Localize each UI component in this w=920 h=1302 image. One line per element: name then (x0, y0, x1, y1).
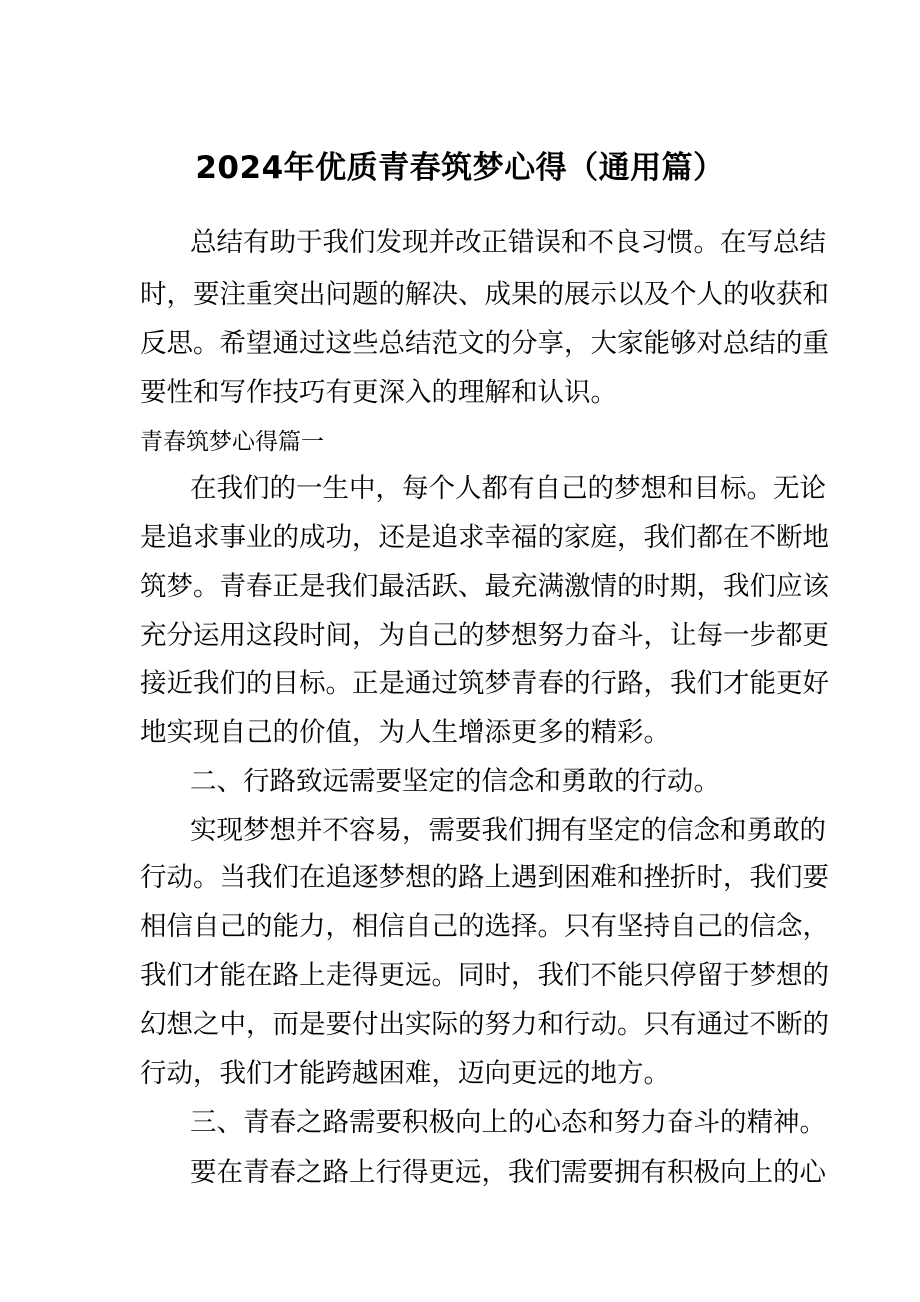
subsection-heading: 三、青春之路需要积极向上的心态和努力奋斗的精神。 (190, 1107, 826, 1138)
paragraph-line: 我们才能在路上走得更远。同时，我们不能只停留于梦想的 (140, 960, 829, 991)
paragraph-line: 接近我们的目标。正是通过筑梦青春的行路，我们才能更好 (140, 668, 829, 699)
paragraph-line: 地实现自己的价值，为人生增添更多的精彩。 (140, 717, 670, 748)
paragraph-line: 实现梦想并不容易，需要我们拥有坚定的信念和勇敢的 (190, 815, 826, 846)
paragraph-line: 在我们的一生中，每个人都有自己的梦想和目标。无论 (190, 473, 826, 504)
paragraph-line: 总结有助于我们发现并改正错误和不良习惯。在写总结 (190, 227, 826, 258)
paragraph-line: 要在青春之路上行得更远，我们需要拥有积极向上的心 (190, 1157, 826, 1188)
paragraph-line: 充分运用这段时间，为自己的梦想努力奋斗，让每一步都更 (140, 620, 829, 651)
paragraph-line: 行动。当我们在追逐梦想的路上遇到困难和挫折时，我们要 (140, 862, 829, 893)
paragraph-line: 反思。希望通过这些总结范文的分享，大家能够对总结的重 (140, 328, 829, 359)
subsection-heading: 二、行路致远需要坚定的信念和勇敢的行动。 (190, 766, 720, 797)
paragraph-line: 筑梦。青春正是我们最活跃、最充满激情的时期，我们应该 (140, 571, 829, 602)
paragraph-line: 时，要注重突出问题的解决、成果的展示以及个人的收获和 (140, 279, 829, 310)
section-heading: 青春筑梦心得篇一 (140, 429, 324, 455)
paragraph-line: 行动，我们才能跨越困难，迈向更远的地方。 (140, 1058, 670, 1089)
paragraph-line: 是追求事业的成功，还是追求幸福的家庭，我们都在不断地 (140, 522, 829, 553)
paragraph-line: 要性和写作技巧有更深入的理解和认识。 (140, 377, 617, 408)
paragraph-line: 幻想之中，而是要付出实际的努力和行动。只有通过不断的 (140, 1009, 829, 1040)
paragraph-line: 相信自己的能力，相信自己的选择。只有坚持自己的信念， (140, 911, 829, 942)
document-title: 2024年优质青春筑梦心得（通用篇） (195, 150, 725, 186)
